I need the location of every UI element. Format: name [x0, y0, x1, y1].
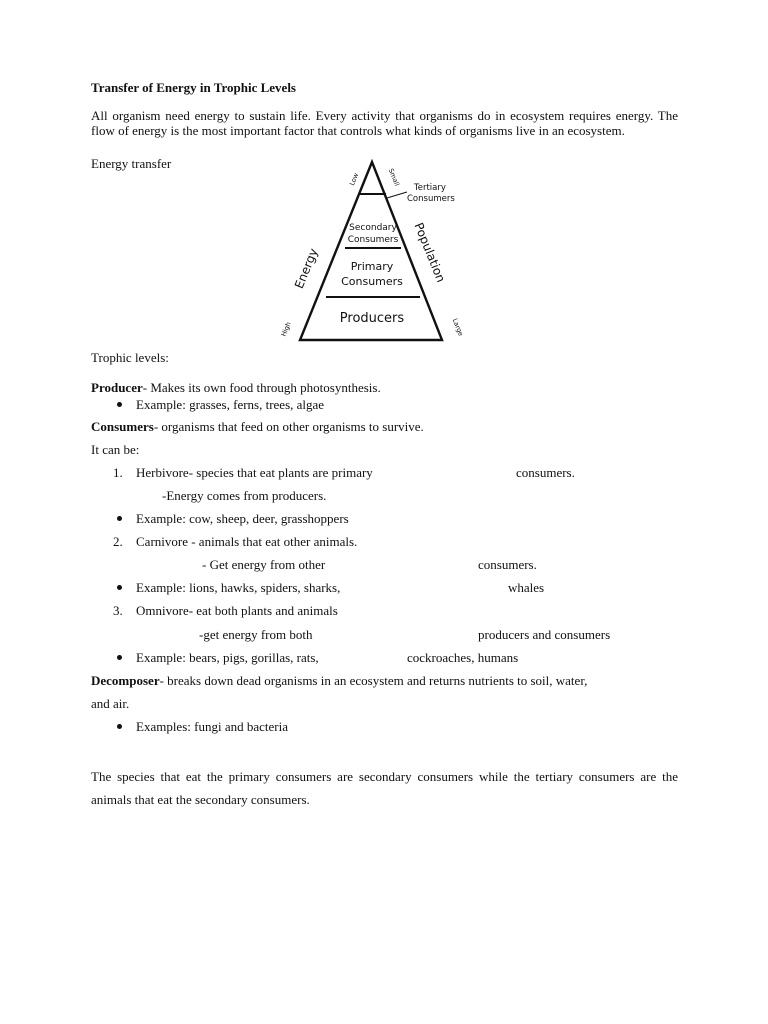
decomposer-example: Examples: fungi and bacteria — [136, 719, 288, 734]
energy-axis-label: Energy — [291, 246, 321, 291]
population-small-label: Small — [386, 167, 401, 188]
omnivore-sub: -get energy from both — [199, 627, 313, 642]
tertiary-label-line2: Consumers — [407, 194, 455, 204]
herbivore-sub: -Energy comes from producers. — [162, 488, 327, 503]
herbivore-tail: consumers. — [516, 465, 575, 480]
omnivore-example-tail: cockroaches, humans — [407, 650, 519, 665]
producers-label: Producers — [339, 311, 405, 326]
producer-example: Example: grasses, ferns, trees, algae — [136, 397, 325, 412]
trophic-pyramid-diagram — [272, 158, 472, 344]
producer-definition — [91, 380, 381, 396]
primary-label-line2: Consumers — [341, 275, 403, 288]
omnivore-text: Omnivore- eat both plants and animals — [136, 603, 338, 618]
decomposer-def: - breaks down dead organisms in an ecosystem and returns nutrients to soil, water, — [159, 673, 588, 688]
secondary-label-line2: Consumers — [347, 235, 399, 245]
population-axis-label: Population — [411, 220, 449, 285]
document-title: Transfer of Energy in Trophic Levels — [91, 80, 296, 95]
energy-transfer-label: Energy transfer — [91, 156, 172, 171]
carnivore-number: 2. — [113, 534, 123, 549]
bullet-icon — [117, 402, 122, 407]
omnivore-number: 3. — [113, 603, 123, 618]
consumers-def: - organisms that feed on other organisms to survive. — [153, 419, 424, 434]
it-can-be-label: It can be: — [91, 442, 140, 457]
producer-def: - Makes its own food through photosynthesis. — [142, 380, 381, 395]
consumers-definition — [91, 419, 424, 435]
producer-term: Producer — [91, 380, 143, 395]
decomposer-def-continued: and air. — [91, 696, 130, 711]
carnivore-text: Carnivore - animals that eat other animals. — [136, 534, 358, 549]
bullet-icon — [117, 585, 122, 590]
carnivore-sub: - Get energy from other — [202, 557, 326, 572]
bullet-icon — [117, 724, 122, 729]
tertiary-label-line1: Tertiary — [414, 183, 446, 193]
carnivore-example: Example: lions, hawks, spiders, sharks, — [136, 580, 341, 595]
secondary-label-line1: Secondary — [349, 223, 397, 233]
consumers-term: Consumers — [91, 419, 154, 434]
population-large-label: Large — [450, 317, 465, 338]
carnivore-example-tail: whales — [508, 580, 545, 595]
intro-paragraph: All organism need energy to sustain life. Every activity that organisms do in ecosystem requires energy. The flow of energy is the most important factor that controls what kinds of organisms live in an ecosystem. — [91, 108, 678, 138]
omnivore-example: Example: bears, pigs, gorillas, rats, — [136, 650, 319, 665]
energy-low-label: Low — [348, 171, 361, 187]
bullet-icon — [117, 655, 122, 660]
decomposer-term: Decomposer — [91, 673, 160, 688]
decomposer-definition — [91, 673, 587, 689]
herbivore-number: 1. — [113, 465, 123, 480]
carnivore-sub-tail: consumers. — [478, 557, 537, 572]
energy-high-label: High — [279, 320, 293, 338]
omnivore-sub-tail: producers and consumers — [478, 627, 611, 642]
herbivore-text: Herbivore- species that eat plants are primary — [136, 465, 373, 480]
trophic-levels-label: Trophic levels: — [91, 350, 169, 365]
tertiary-pointer — [387, 192, 407, 198]
bullet-icon — [117, 516, 122, 521]
primary-label-line1: Primary — [350, 260, 394, 273]
closing-paragraph: The species that eat the primary consumers are secondary consumers while the tertiary consumers are the animals that eat the secondary consumers. — [91, 769, 678, 807]
herbivore-example: Example: cow, sheep, deer, grasshoppers — [136, 511, 349, 526]
